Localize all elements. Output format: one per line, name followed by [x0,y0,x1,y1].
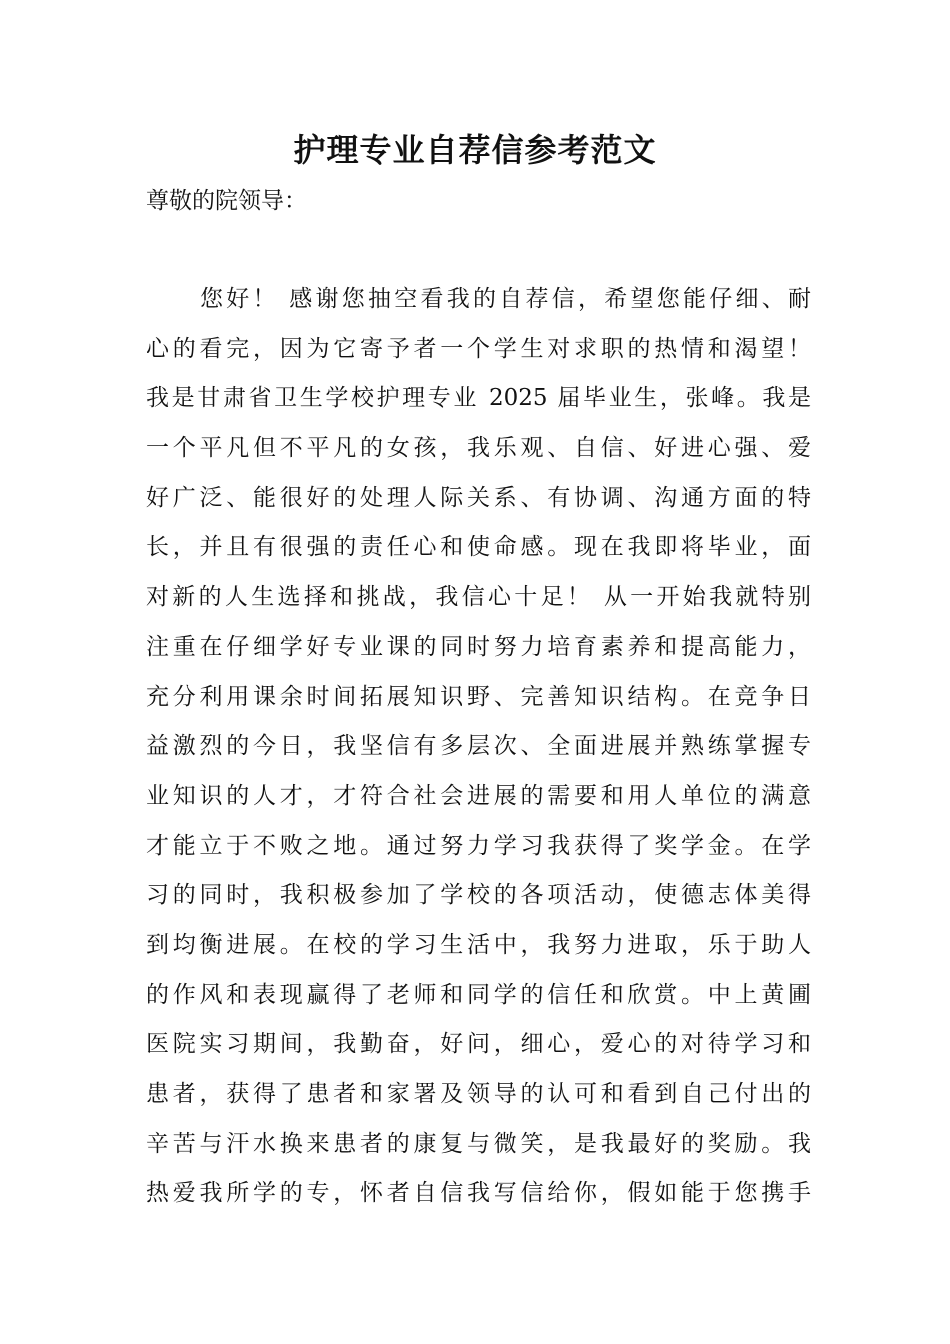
letter-body [146,281,811,1225]
body-line: 一个平凡但不平凡的女孩，我乐观、自信、好进心强、爱 [146,435,811,462]
body-line: 才能立于不败之地。通过努力学习我获得了奖学金。在学 [146,832,811,859]
body-line: 您好！ 感谢您抽空看我的自荐信，希望您能仔细、耐 [200,286,811,312]
body-line: 好广泛、能很好的处理人际关系、有协调、沟通方面的特 [146,484,811,511]
body-line: 充分利用课余时间拓展知识野、完善知识结构。在竞争日 [146,683,811,710]
body-line: 心的看完，因为它寄予者一个学生对求职的热情和渴望！ [146,335,811,362]
document-title: 护理专业自荐信参考范文 [293,131,657,169]
body-line: 辛苦与汗水换来患者的康复与微笑，是我最好的奖励。我 [146,1130,811,1157]
body-line: 患者，获得了患者和家署及领导的认可和看到自己付出的 [146,1081,811,1107]
body-line: 业知识的人才，才符合社会进展的需要和用人单位的满意 [146,782,811,809]
body-line: 我是甘肃省卫生学校护理专业 2025 届毕业生，张峰。我是 [146,385,811,412]
body-line: 到均衡进展。在校的学习生活中，我努力进取，乐于助人 [146,931,811,958]
body-line: 习的同时，我积极参加了学校的各项活动，使德志体美得 [146,882,811,909]
body-line: 注重在仔细学好专业课的同时努力培育素养和提高能力， [146,633,811,660]
body-line: 的作风和表现赢得了老师和同学的信任和欣赏。中上黄圃 [146,981,811,1008]
salutation: 尊敬的院领导： [146,188,307,214]
body-line: 长，并且有很强的责任心和使命感。现在我即将毕业，面 [146,534,811,561]
body-line: 对新的人生选择和挑战，我信心十足！ 从一开始我就特别 [146,584,811,611]
body-line: 医院实习期间，我勤奋，好问，细心，爱心的对待学习和 [146,1031,811,1058]
body-line: 益激烈的今日，我坚信有多层次、全面进展并熟练掌握专 [146,733,811,760]
body-line: 热爱我所学的专，怀者自信我写信给你，假如能于您携手 [146,1180,811,1207]
